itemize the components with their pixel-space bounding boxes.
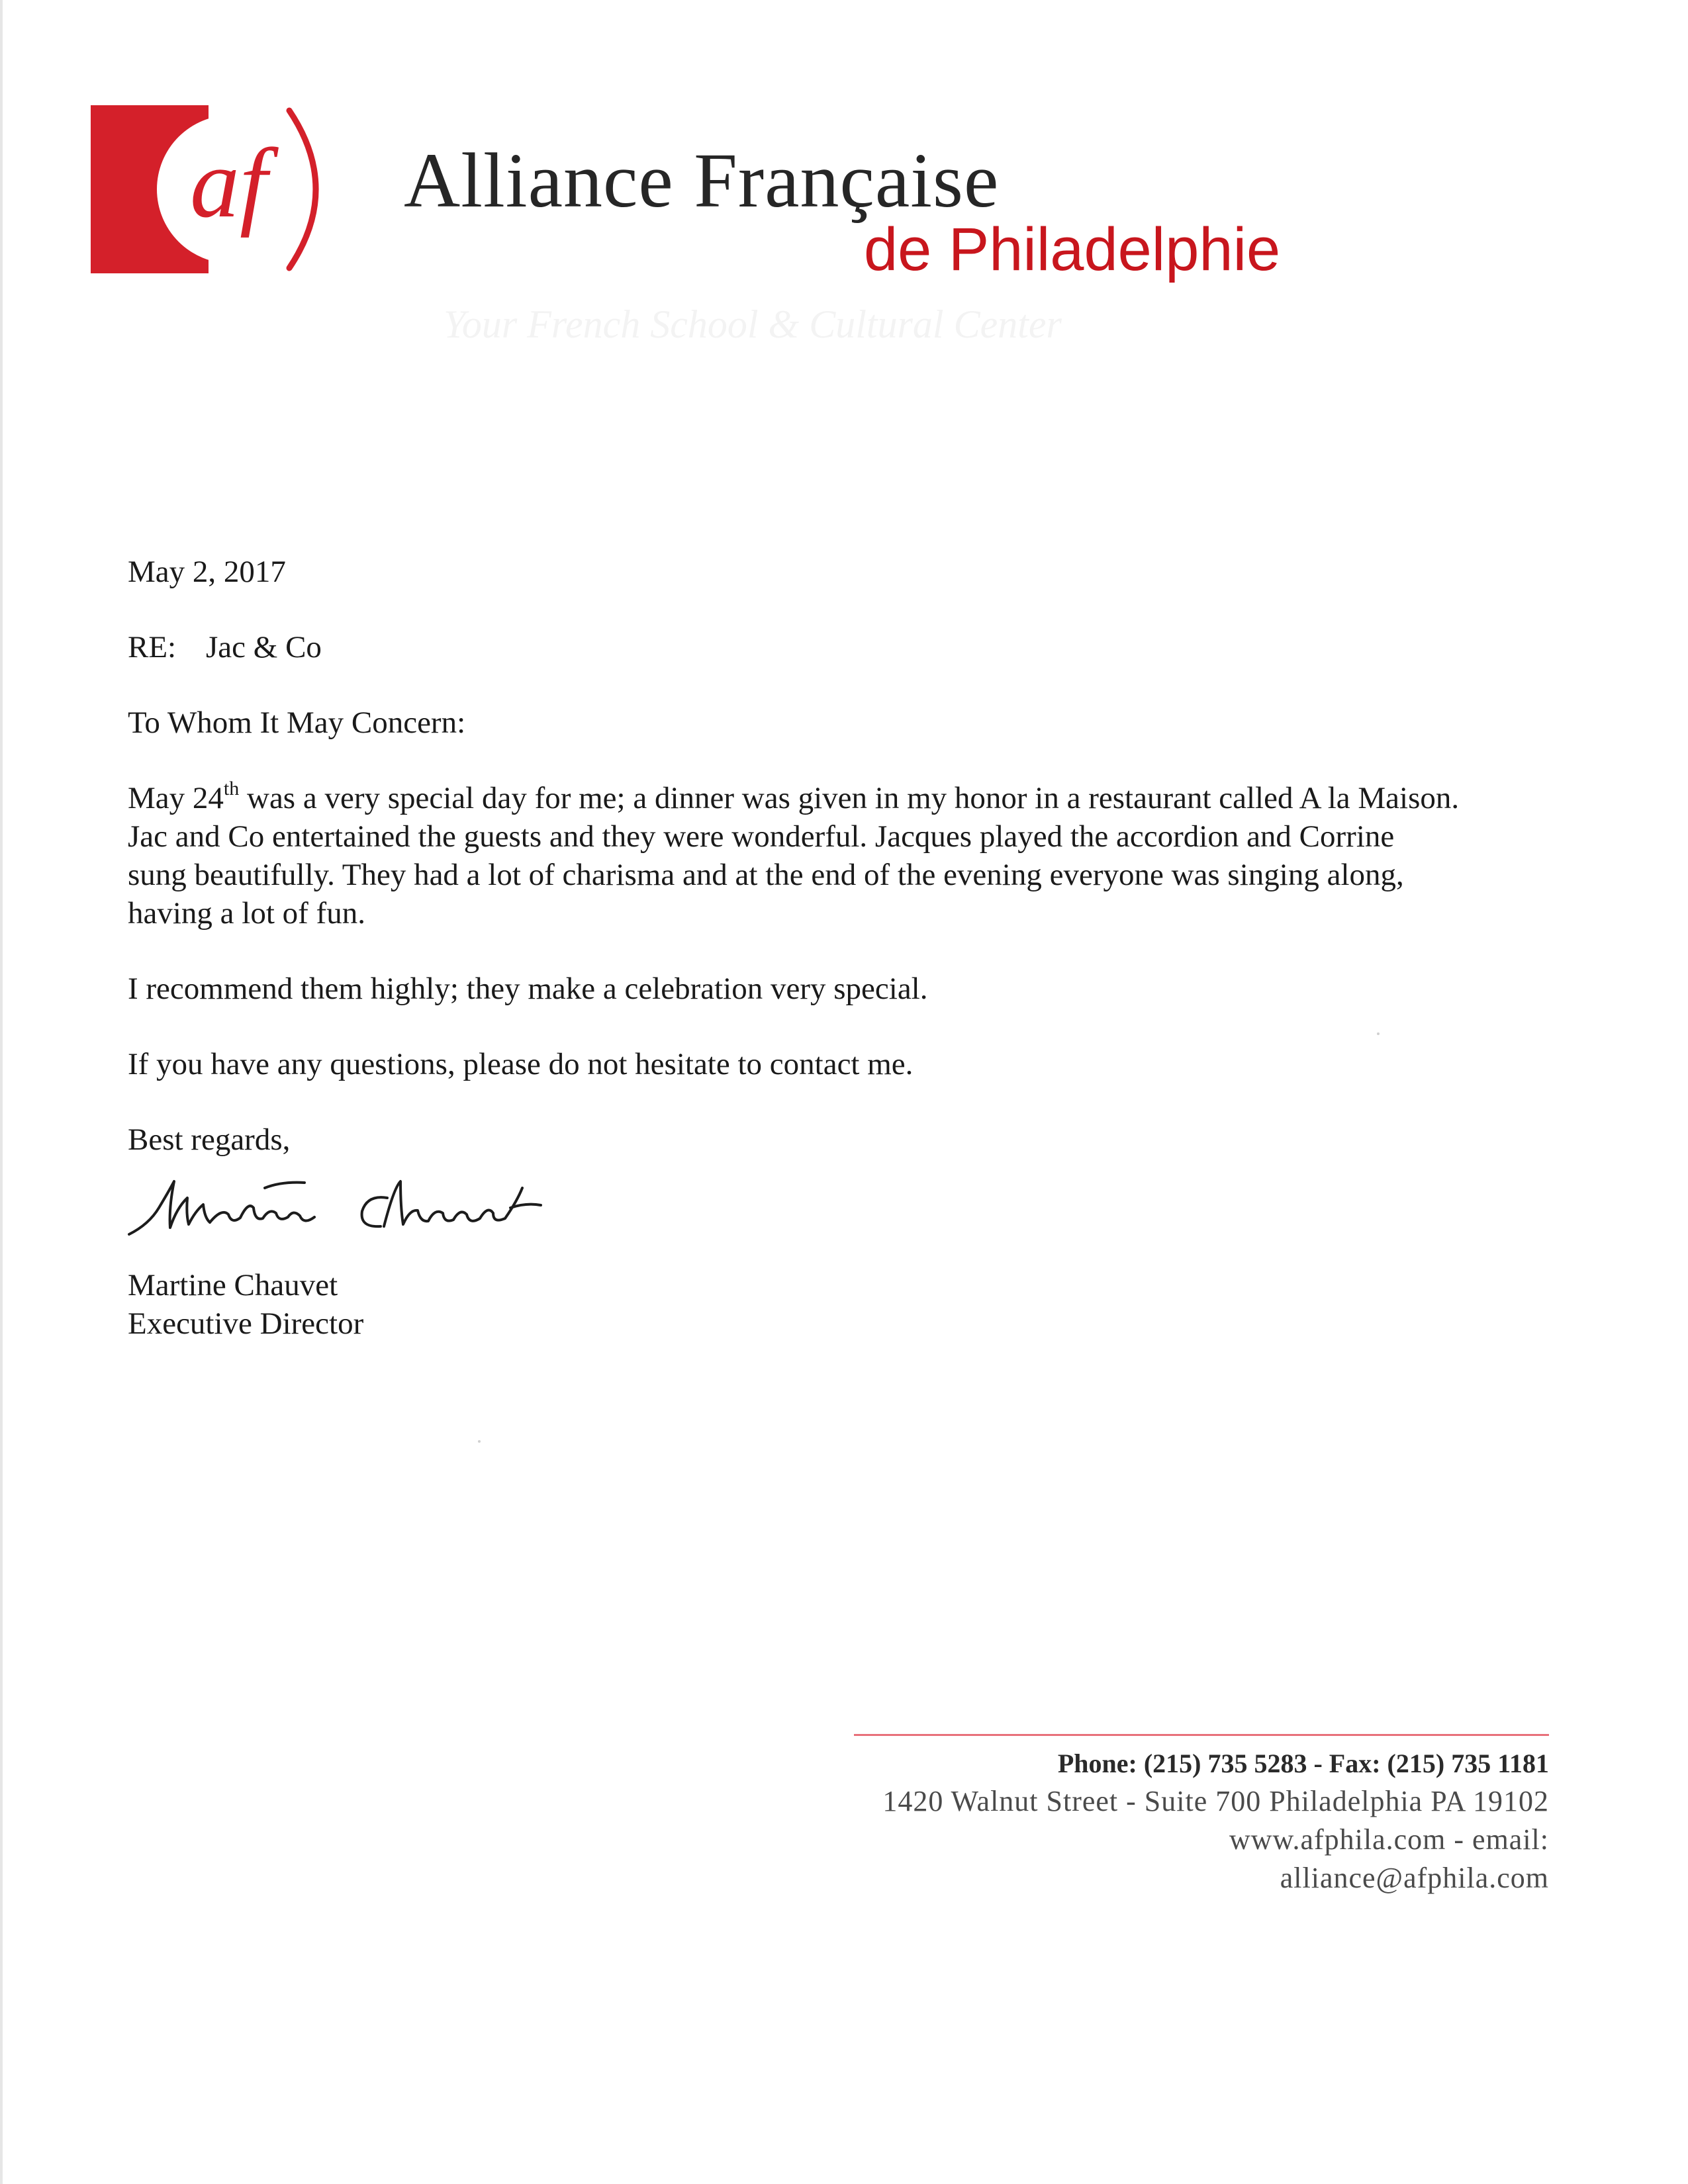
date-lead: May 24 bbox=[128, 781, 224, 815]
re-label: RE: bbox=[128, 630, 177, 664]
line1-rest: was a very special day for me; a dinner was given in my honor in a restaurant called A la Maison. bbox=[239, 781, 1460, 815]
closing: Best regards, bbox=[128, 1122, 291, 1157]
logo-lettering: af bbox=[190, 128, 267, 238]
re-line bbox=[128, 628, 1571, 666]
letter-body bbox=[122, 553, 1571, 1343]
paragraph-event bbox=[128, 779, 1571, 933]
paragraph-line: sung beautifully. They had a lot of charisma and at the end of the evening everyone was singing along, bbox=[128, 858, 1404, 892]
handwritten-signature bbox=[122, 1161, 626, 1261]
ordinal-suffix: th bbox=[223, 778, 240, 799]
paragraph-recommend: I recommend them highly; they make a celebration very special. bbox=[128, 972, 928, 1006]
re-value: Jac & Co bbox=[206, 630, 322, 664]
paragraph-line: having a lot of fun. bbox=[128, 896, 365, 931]
letter-footer bbox=[794, 1734, 1549, 1897]
signer-block bbox=[128, 1266, 1571, 1343]
letter-date: May 2, 2017 bbox=[128, 555, 286, 589]
org-city: de Philadelphie bbox=[864, 216, 1281, 283]
tagline: Your French School & Cultural Center bbox=[444, 302, 1062, 346]
salutation: To Whom It May Concern: bbox=[128, 705, 466, 740]
af-logo bbox=[91, 105, 381, 273]
scan-speck bbox=[478, 1440, 481, 1443]
org-name: Alliance Française bbox=[404, 137, 1000, 224]
signature-caption: Martine Chauvet bbox=[122, 1161, 127, 1162]
paragraph-contact: If you have any questions, please do not hesitate to contact me. bbox=[128, 1047, 914, 1081]
letterhead bbox=[0, 0, 1688, 371]
scan-speck bbox=[1377, 1032, 1380, 1035]
paragraph-line: Jac and Co entertained the guests and they were wonderful. Jacques played the accordion and Corrine bbox=[128, 819, 1395, 854]
signer-title: Executive Director bbox=[128, 1306, 364, 1341]
footer-website: www.afphila.com - email: bbox=[1229, 1823, 1549, 1856]
footer-address: 1420 Walnut Street - Suite 700 Philadelphia PA 19102 bbox=[882, 1785, 1549, 1817]
footer-email: alliance@afphila.com bbox=[1280, 1862, 1549, 1894]
signer-name: Martine Chauvet bbox=[128, 1268, 338, 1302]
paragraph-line bbox=[128, 779, 1571, 817]
footer-rule bbox=[854, 1734, 1549, 1736]
footer-phone-fax: Phone: (215) 735 5283 - Fax: (215) 735 1181 bbox=[1057, 1749, 1549, 1778]
